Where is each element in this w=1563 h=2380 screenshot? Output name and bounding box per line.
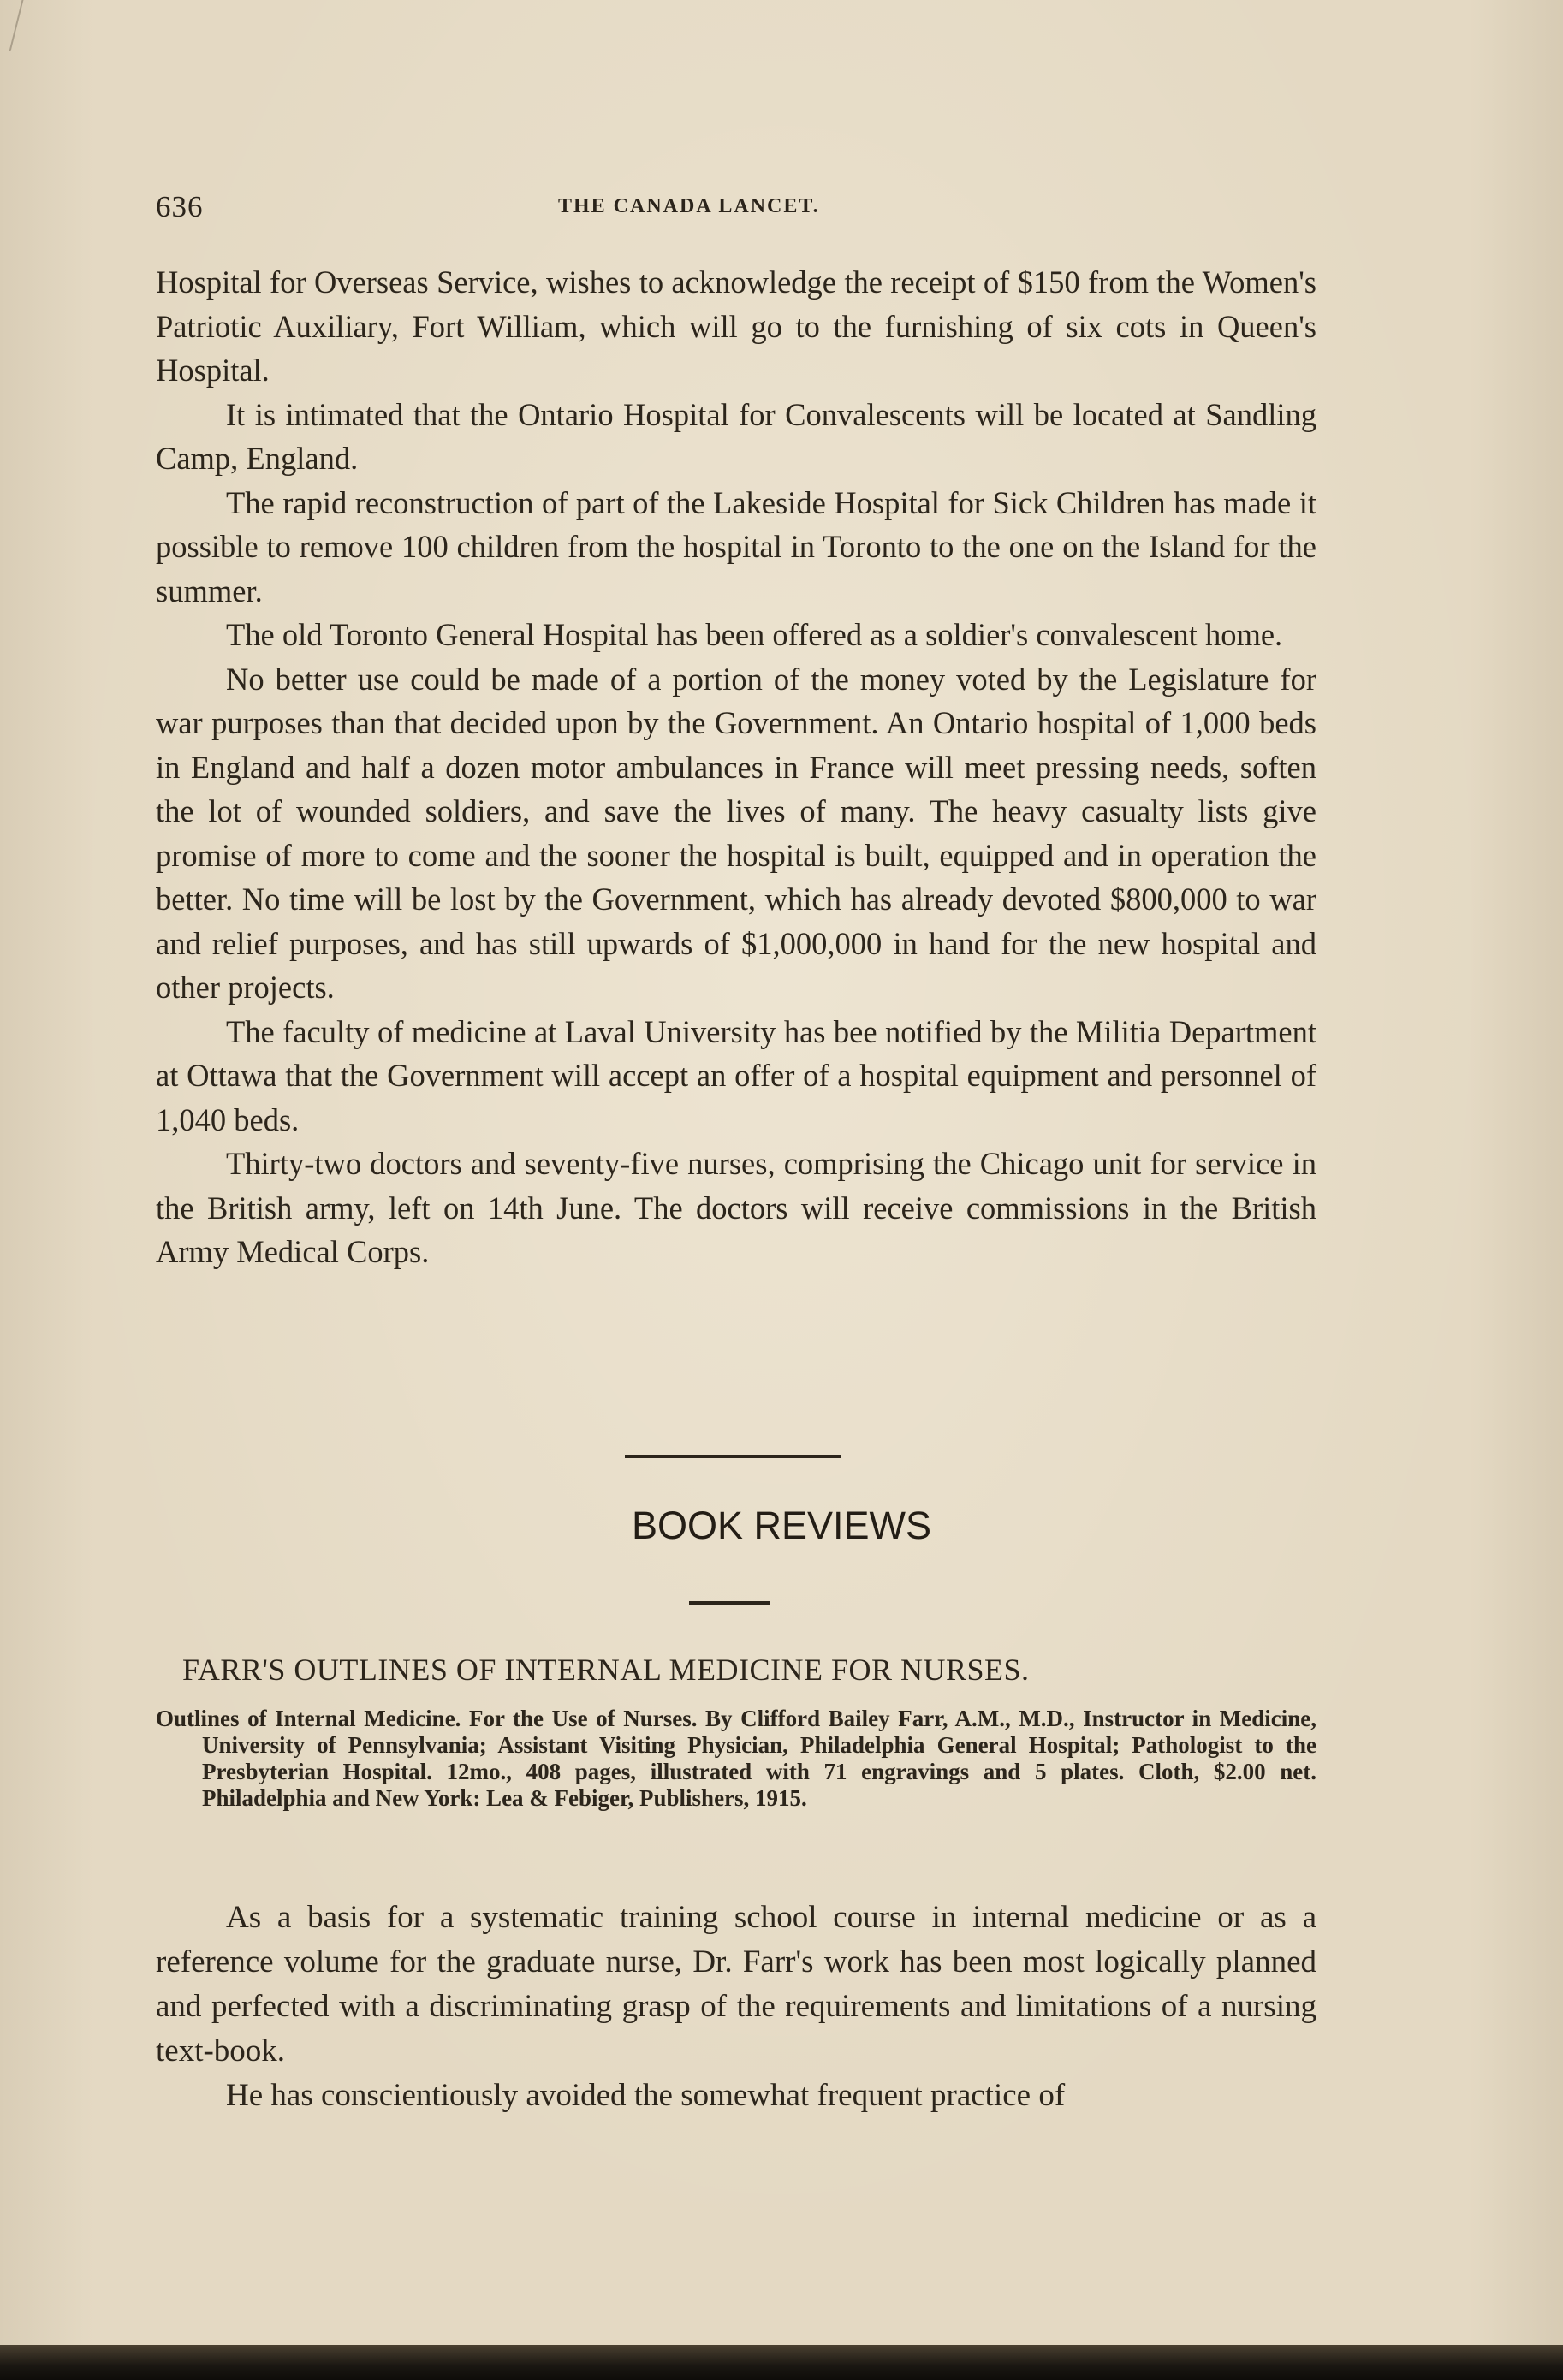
- news-paragraph: The rapid reconstruction of part of the Lakeside Hospital for Sick Children has made it possible to remove 100 children from the hospital in Toronto to the one on the Island for the summer.: [156, 484, 1316, 608]
- news-paragraph: The faculty of medicine at Laval University has bee notified by the Militia Department at Ottawa that the Government will accept an offer of a hospital equipment and personnel of 1,040 beds.: [156, 1013, 1316, 1137]
- book-reviews-heading: BOOK REVIEWS: [631, 1504, 932, 1547]
- news-paragraph: The old Toronto General Hospital has been offered as a soldier's convalescent home.: [226, 617, 1283, 652]
- review-body: [156, 1896, 1316, 2118]
- news-paragraph: Hospital for Overseas Service, wishes to acknowledge the receipt of $150 from the Women's Patriotic Auxiliary, Fort William, which will go to the furnishing of six cots in Queen's Hospital.: [156, 264, 1316, 388]
- scan-bottom-edge: [0, 2345, 1563, 2380]
- review-paragraph: As a basis for a systematic training school course in internal medicine or as a reference volume for the graduate nurse, Dr. Farr's work has been most logically planned and perfected with a discriminating grasp of the requirements and limitations of a nursing text-book.: [156, 1900, 1316, 2068]
- page-number: 636: [156, 190, 204, 223]
- book-citation: Outlines of Internal Medicine. For the Use of Nurses. By Clifford Bailey Farr, A.M., M.D., Instructor in Medicine, University of Pennsylvania; Assistant Visiting Physician, Philadelphia General Hospital; Pathologist to the Presbyterian Hospital. 12mo., 408 pages, illustrated with 71 engravings and 5 plates. Cloth, $2.00 net. Philadelphia and New York: Lea & Febiger, Publishers, 1915.: [156, 1706, 1316, 1811]
- journal-title: THE CANADA LANCET.: [558, 195, 820, 217]
- page-corner-mark: [0, 0, 23, 51]
- news-section: [156, 260, 1316, 1274]
- review-title: FARR'S OUTLINES OF INTERNAL MEDICINE FOR NURSES.: [182, 1653, 1030, 1687]
- heading-underline-rule: [689, 1601, 770, 1605]
- news-paragraph: Thirty-two doctors and seventy-five nurses, comprising the Chicago unit for service in the British army, left on 14th June. The doctors will receive commissions in the British Army Medical Corps.: [156, 1146, 1316, 1269]
- news-paragraph: It is intimated that the Ontario Hospital for Convalescents will be located at Sandling Camp, England.: [156, 396, 1316, 476]
- review-paragraph: He has conscientiously avoided the somewhat frequent practice of: [226, 2078, 1066, 2113]
- news-paragraph: No better use could be made of a portion of the money voted by the Legislature for war purposes than that decided upon by the Government. An Ontario hospital of 1,000 beds in England and half a dozen motor ambulances in France will meet pressing needs, soften the lot of wounded soldiers, and save the lives of many. The heavy casualty lists give promise of more to come and the sooner the hospital is built, equipped and in operation the better. No time will be lost by the Government, which has already devoted $800,000 to war and relief purposes, and has still upwards of $1,000,000 in hand for the new hospital and other projects.: [156, 661, 1316, 1005]
- running-head: [156, 190, 1316, 234]
- section-divider-rule: [625, 1455, 841, 1458]
